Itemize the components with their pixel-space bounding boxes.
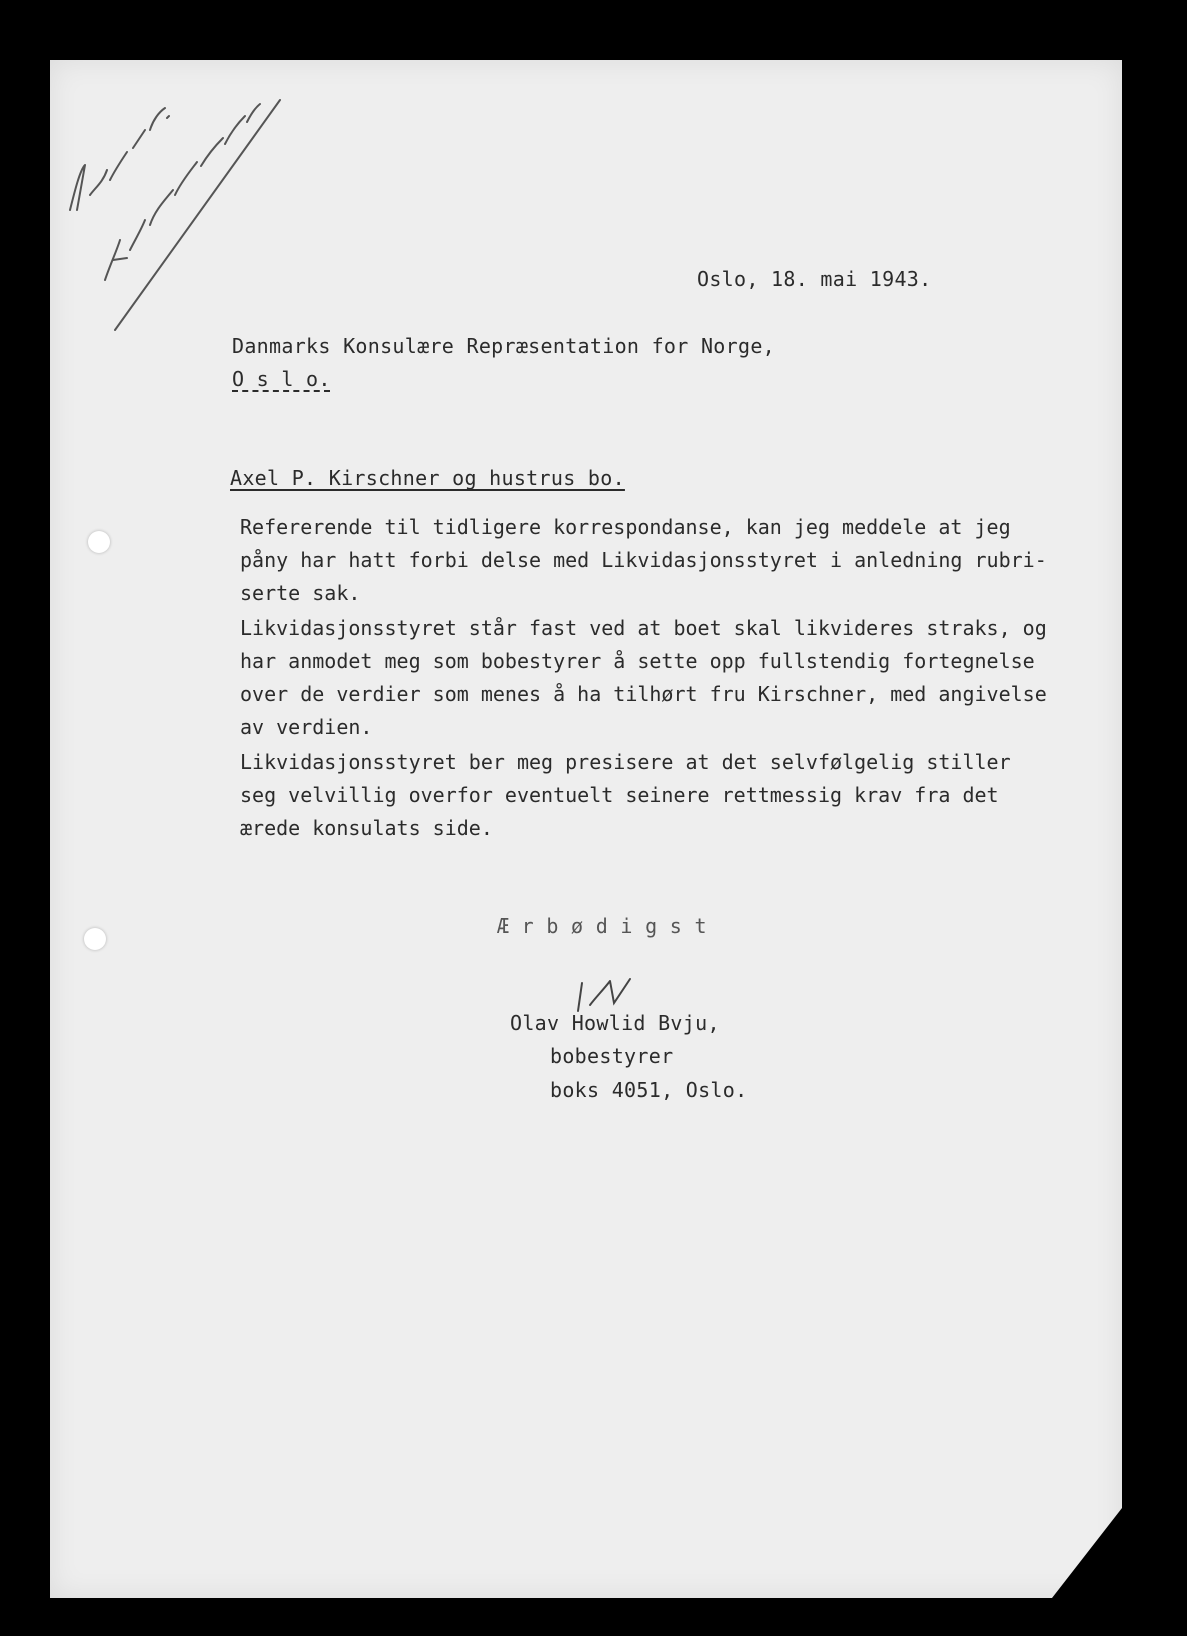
recipient-line: Danmarks Konsulære Repræsentation for Norge, — [232, 334, 776, 358]
handwritten-note-icon — [55, 70, 285, 340]
paragraph-line: har anmodet meg som bobestyrer å sette opp fullstendig fortegnelse — [240, 649, 1035, 673]
paragraph-line: seg velvillig overfor eventuelt seinere rettmessig krav fra det — [240, 783, 999, 807]
recipient-city: O s l o. — [232, 367, 331, 391]
paragraph-1 — [240, 511, 1120, 610]
paragraph-line: Refererende til tidligere korrespondanse, kan jeg meddele at jeg — [240, 515, 1011, 539]
punch-hole-bottom — [84, 928, 106, 950]
signature-title: bobestyrer — [550, 1044, 674, 1068]
torn-corner — [1052, 1508, 1122, 1598]
signature-address: boks 4051, Oslo. — [550, 1078, 748, 1102]
paragraph-line: serte sak. — [240, 581, 361, 605]
paragraph-line: Likvidasjonsstyret står fast ved at boet skal likvideres straks, og — [240, 616, 1047, 640]
paragraph-line: over de verdier som menes å ha tilhørt fru Kirschner, med angivelse — [240, 682, 1047, 706]
paragraph-3 — [240, 746, 1120, 845]
date-line: Oslo, 18. mai 1943. — [697, 267, 932, 291]
paragraph-line: av verdien. — [240, 715, 373, 739]
paragraph-2 — [240, 612, 1120, 744]
paragraph-line: Likvidasjonsstyret ber meg presisere at det selvfølgelig stiller — [240, 750, 1011, 774]
punch-hole-top — [88, 531, 110, 553]
paragraph-line: ærede konsulats side. — [240, 816, 493, 840]
signature-name: Olav Howlid Bvju, — [510, 1011, 720, 1035]
subject-line: Axel P. Kirschner og hustrus bo. — [230, 466, 625, 490]
paragraph-line: påny har hatt forbi delse med Likvidasjonsstyret i anledning rubri- — [240, 548, 1047, 572]
closing-salutation: Æ r b ø d i g s t — [497, 914, 707, 938]
